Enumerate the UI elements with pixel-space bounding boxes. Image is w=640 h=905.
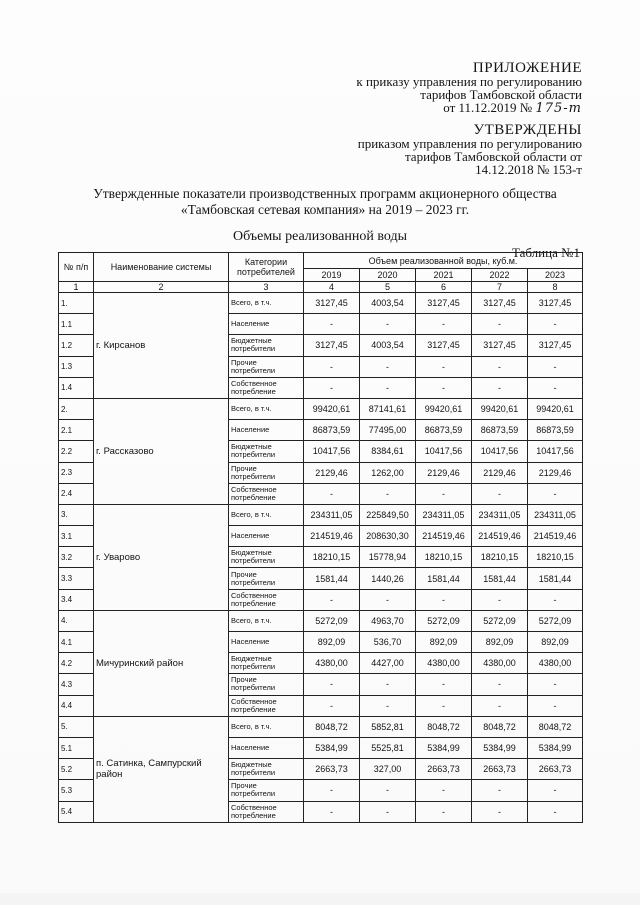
volume-value: - [416, 356, 472, 377]
appendix-handwritten-number: 175-т [535, 101, 582, 116]
row-index: 3.3 [59, 568, 94, 589]
volume-value: 3127,45 [304, 335, 360, 356]
row-index: 4.4 [59, 695, 94, 716]
volume-value: 99420,61 [472, 398, 528, 419]
volume-value: 3127,45 [528, 335, 583, 356]
volume-value: 234311,05 [304, 504, 360, 525]
header-year: 2019 [304, 269, 360, 282]
volume-value: 536,70 [360, 632, 416, 653]
volume-value: 5272,09 [472, 610, 528, 631]
volume-value: - [528, 377, 583, 398]
approved-block [358, 124, 582, 176]
volume-value: 2129,46 [416, 462, 472, 483]
volume-value: - [472, 377, 528, 398]
volume-value: - [360, 780, 416, 801]
volume-value: 8048,72 [416, 716, 472, 737]
volume-value: - [472, 356, 528, 377]
consumer-category: Всего, в т.ч. [229, 716, 304, 737]
volume-value: 5384,99 [304, 737, 360, 758]
header-year: 2021 [416, 269, 472, 282]
volume-value: 4380,00 [416, 653, 472, 674]
volume-value: 5272,09 [528, 610, 583, 631]
volume-value: 2663,73 [472, 759, 528, 780]
volume-value: 8048,72 [304, 716, 360, 737]
intro-line-2: «Тамбовская сетевая компания» на 2019 – 2023 гг. [180, 202, 470, 217]
volume-value: 99420,61 [528, 398, 583, 419]
volume-value: 892,09 [472, 632, 528, 653]
volume-value: 3127,45 [472, 293, 528, 314]
volume-value: - [528, 801, 583, 822]
volume-value: 18210,15 [416, 547, 472, 568]
volume-value: - [416, 801, 472, 822]
volume-value: 86873,59 [416, 420, 472, 441]
column-number: 4 [304, 282, 360, 293]
volume-value: - [416, 695, 472, 716]
volume-value: - [416, 483, 472, 504]
volume-value: 5384,99 [472, 737, 528, 758]
volume-value: 3127,45 [416, 335, 472, 356]
volume-value: 3127,45 [528, 293, 583, 314]
volume-value: - [304, 780, 360, 801]
consumer-category: Население [229, 420, 304, 441]
volume-value: - [416, 377, 472, 398]
volume-value: 86873,59 [528, 420, 583, 441]
consumer-category: Всего, в т.ч. [229, 610, 304, 631]
consumer-category: Всего, в т.ч. [229, 504, 304, 525]
volume-value: 3127,45 [416, 293, 472, 314]
volume-value: 8048,72 [472, 716, 528, 737]
consumer-category: Собственное потребление [229, 377, 304, 398]
volume-value: 86873,59 [304, 420, 360, 441]
page-footer-strip [0, 893, 640, 905]
volume-value: - [360, 589, 416, 610]
system-name: г. Рассказово [94, 398, 229, 504]
row-index: 3.4 [59, 589, 94, 610]
volume-value: - [528, 780, 583, 801]
consumer-category: Бюджетные потребители [229, 335, 304, 356]
volume-value: 18210,15 [528, 547, 583, 568]
volume-value: 2663,73 [416, 759, 472, 780]
volume-value: - [528, 314, 583, 335]
volume-value: 892,09 [528, 632, 583, 653]
volume-value: 2129,46 [472, 462, 528, 483]
table-header-row [59, 253, 583, 269]
consumer-category: Прочие потребители [229, 568, 304, 589]
row-index: 2.3 [59, 462, 94, 483]
row-index: 1.2 [59, 335, 94, 356]
volume-value: 892,09 [416, 632, 472, 653]
row-index: 1.3 [59, 356, 94, 377]
system-name: Мичуринский район [94, 610, 229, 716]
volume-value: 5384,99 [528, 737, 583, 758]
consumer-category: Бюджетные потребители [229, 547, 304, 568]
volume-value: 2663,73 [304, 759, 360, 780]
row-index: 5.4 [59, 801, 94, 822]
volume-value: - [472, 780, 528, 801]
row-index: 2.1 [59, 420, 94, 441]
consumer-category: Бюджетные потребители [229, 441, 304, 462]
volume-value: 1581,44 [304, 568, 360, 589]
volume-value: - [360, 483, 416, 504]
consumer-category: Всего, в т.ч. [229, 293, 304, 314]
volume-value: - [304, 483, 360, 504]
consumer-category: Население [229, 526, 304, 547]
consumer-category: Прочие потребители [229, 356, 304, 377]
intro-text [40, 186, 610, 218]
row-index: 2.4 [59, 483, 94, 504]
volume-value: - [360, 695, 416, 716]
row-index: 5.2 [59, 759, 94, 780]
volume-value: 892,09 [304, 632, 360, 653]
volume-value: - [304, 314, 360, 335]
consumer-category: Население [229, 737, 304, 758]
volume-value: - [416, 314, 472, 335]
volume-value: 214519,46 [472, 526, 528, 547]
volume-value: 10417,56 [472, 441, 528, 462]
row-index: 1.4 [59, 377, 94, 398]
column-number: 5 [360, 282, 416, 293]
volume-value: 86873,59 [472, 420, 528, 441]
volume-value: 2129,46 [528, 462, 583, 483]
volume-value: - [472, 695, 528, 716]
volume-value: - [528, 589, 583, 610]
volume-value: 234311,05 [416, 504, 472, 525]
volume-value: - [472, 483, 528, 504]
volume-value: - [304, 801, 360, 822]
column-number: 6 [416, 282, 472, 293]
volume-value: - [416, 674, 472, 695]
column-number: 7 [472, 282, 528, 293]
consumer-category: Всего, в т.ч. [229, 398, 304, 419]
volume-value: 10417,56 [528, 441, 583, 462]
column-number: 1 [59, 282, 94, 293]
table-row [59, 610, 583, 631]
volume-value: 99420,61 [304, 398, 360, 419]
volume-value: 4003,54 [360, 293, 416, 314]
row-index: 4. [59, 610, 94, 631]
volume-value: 214519,46 [416, 526, 472, 547]
volume-value: 1581,44 [528, 568, 583, 589]
row-index: 5.1 [59, 737, 94, 758]
header-volume: Объем реализованной воды, куб.м. [304, 253, 583, 269]
appendix-block [356, 62, 582, 115]
volume-value: 1440,26 [360, 568, 416, 589]
consumer-category: Прочие потребители [229, 462, 304, 483]
volume-value: 4963,70 [360, 610, 416, 631]
volume-value: 2663,73 [528, 759, 583, 780]
volume-value: - [360, 314, 416, 335]
volume-value: 18210,15 [304, 547, 360, 568]
volume-value: - [304, 589, 360, 610]
appendix-title: ПРИЛОЖЕНИЕ [472, 60, 582, 76]
consumer-category: Собственное потребление [229, 801, 304, 822]
consumer-category: Собственное потребление [229, 695, 304, 716]
volume-value: - [360, 377, 416, 398]
volume-value: 5852,81 [360, 716, 416, 737]
volume-value: - [416, 780, 472, 801]
volume-value: 327,00 [360, 759, 416, 780]
volume-value: 3127,45 [472, 335, 528, 356]
volume-value: 5272,09 [304, 610, 360, 631]
volume-value: 4380,00 [472, 653, 528, 674]
header-no: № п/п [59, 253, 94, 282]
header-system: Наименование системы [94, 253, 229, 282]
header-category: Категории потребителей [229, 253, 304, 282]
volume-value: 99420,61 [416, 398, 472, 419]
table-row [59, 504, 583, 525]
water-volume-table [58, 252, 583, 823]
table-number: Таблица №1 [511, 245, 580, 260]
consumer-category: Население [229, 314, 304, 335]
volume-value: 77495,00 [360, 420, 416, 441]
appendix-date: от 11.12.2019 № [443, 100, 533, 115]
consumer-category: Собственное потребление [229, 589, 304, 610]
table-subtitle: Объемы реализованной воды [232, 229, 407, 244]
volume-value: - [304, 695, 360, 716]
volume-value: 208630,30 [360, 526, 416, 547]
row-index: 5.3 [59, 780, 94, 801]
row-index: 4.2 [59, 653, 94, 674]
table-row [59, 716, 583, 737]
volume-value: - [472, 674, 528, 695]
column-number: 2 [94, 282, 229, 293]
volume-value: 5272,09 [416, 610, 472, 631]
header-year: 2023 [528, 269, 583, 282]
column-number: 8 [528, 282, 583, 293]
row-index: 1.1 [59, 314, 94, 335]
volume-value: 15778,94 [360, 547, 416, 568]
volume-value: - [528, 674, 583, 695]
volume-value: 2129,46 [304, 462, 360, 483]
volume-value: - [360, 356, 416, 377]
row-index: 5. [59, 716, 94, 737]
table-row [59, 398, 583, 419]
appendix-line-3 [356, 101, 582, 115]
consumer-category: Собственное потребление [229, 483, 304, 504]
consumer-category: Прочие потребители [229, 780, 304, 801]
approved-line-2: тарифов Тамбовской области от [404, 149, 582, 164]
row-index: 2. [59, 398, 94, 419]
consumer-category: Прочие потребители [229, 674, 304, 695]
volume-value: - [304, 377, 360, 398]
table-row [59, 293, 583, 314]
row-index: 3.1 [59, 526, 94, 547]
volume-value: 10417,56 [416, 441, 472, 462]
volume-value: - [360, 674, 416, 695]
volume-value: 18210,15 [472, 547, 528, 568]
volume-value: 5525,81 [360, 737, 416, 758]
row-index: 3.2 [59, 547, 94, 568]
volume-value: 234311,05 [528, 504, 583, 525]
volume-value: 8384,61 [360, 441, 416, 462]
consumer-category: Бюджетные потребители [229, 759, 304, 780]
volume-value: - [304, 356, 360, 377]
volume-value: 4380,00 [304, 653, 360, 674]
volume-value: 1262,00 [360, 462, 416, 483]
row-index: 4.3 [59, 674, 94, 695]
system-name: п. Сатинка, Сампурский район [94, 716, 229, 822]
volume-value: 87141,61 [360, 398, 416, 419]
header-year: 2020 [360, 269, 416, 282]
volume-value: 5384,99 [416, 737, 472, 758]
volume-value: 4380,00 [528, 653, 583, 674]
appendix-line-2: тарифов Тамбовской области [420, 87, 582, 102]
volume-value: 8048,72 [528, 716, 583, 737]
volume-value: 3127,45 [304, 293, 360, 314]
approved-line-3: 14.12.2018 № 153-т [475, 162, 582, 177]
row-index: 1. [59, 293, 94, 314]
volume-value: - [472, 314, 528, 335]
volume-value: 1581,44 [416, 568, 472, 589]
consumer-category: Население [229, 632, 304, 653]
volume-value: 4427,00 [360, 653, 416, 674]
volume-value: 214519,46 [304, 526, 360, 547]
volume-value: 225849,50 [360, 504, 416, 525]
volume-value: - [416, 589, 472, 610]
table-body [59, 293, 583, 823]
consumer-category: Бюджетные потребители [229, 653, 304, 674]
row-index: 4.1 [59, 632, 94, 653]
column-number: 3 [229, 282, 304, 293]
approved-line-1: приказом управления по регулированию [357, 136, 582, 151]
row-index: 3. [59, 504, 94, 525]
volume-value: - [304, 674, 360, 695]
volume-value: 1581,44 [472, 568, 528, 589]
volume-value: 10417,56 [304, 441, 360, 462]
approved-title: УТВЕРЖДЕНЫ [473, 122, 582, 138]
intro-line-1: Утвержденные показатели производственных программ акционерного общества [93, 186, 557, 201]
volume-value: - [528, 483, 583, 504]
row-index: 2.2 [59, 441, 94, 462]
system-name: г. Уварово [94, 504, 229, 610]
header-year: 2022 [472, 269, 528, 282]
volume-value: - [528, 695, 583, 716]
volume-value: 214519,46 [528, 526, 583, 547]
appendix-line-1: к приказу управления по регулированию [356, 74, 582, 89]
column-number-row [59, 282, 583, 293]
system-name: г. Кирсанов [94, 293, 229, 399]
volume-value: - [472, 589, 528, 610]
volume-value: - [472, 801, 528, 822]
volume-value: - [528, 356, 583, 377]
volume-value: - [360, 801, 416, 822]
volume-value: 234311,05 [472, 504, 528, 525]
volume-value: 4003,54 [360, 335, 416, 356]
